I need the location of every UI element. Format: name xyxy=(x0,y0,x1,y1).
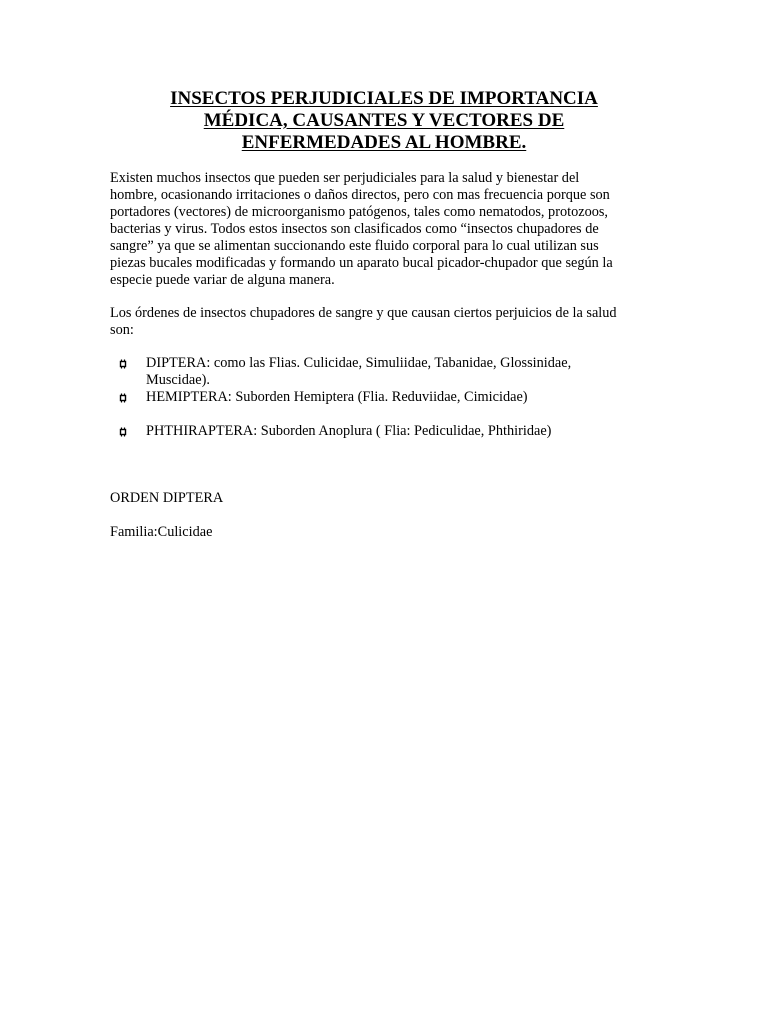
title-line: ENFERMEDADES AL HOMBRE. xyxy=(241,132,527,153)
title-line: INSECTOS PERJUDICIALES DE IMPORTANCIA xyxy=(170,88,598,109)
paragraph-line: especie puede variar de alguna manera. xyxy=(110,272,335,288)
family-line: Familia:Culicidae xyxy=(110,524,213,540)
order-heading: ORDEN DIPTERA xyxy=(110,490,224,506)
paragraph-line: piezas bucales modificadas y formando un aparato bucal picador-chupador que según la xyxy=(110,255,613,271)
title-line: MÉDICA, CAUSANTES Y VECTORES DE xyxy=(203,110,565,131)
bullet-line: HEMIPTERA: Suborden Hemiptera (Flia. Reduviidae, Cimicidae) xyxy=(146,389,528,405)
paragraph-line: Los órdenes de insectos chupadores de sangre y que causan ciertos perjuicios de la salud xyxy=(110,305,617,321)
paragraph-line: portadores (vectores) de microorganismo patógenos, tales como nematodos, protozoos, xyxy=(110,204,609,220)
bullet-text xyxy=(146,389,662,406)
square-bullet-icon xyxy=(116,423,130,440)
bullet-line: Muscidae). xyxy=(146,372,210,388)
paragraph-line: son: xyxy=(110,322,134,338)
document-title xyxy=(110,88,658,154)
square-bullet-icon xyxy=(116,389,130,406)
bullet-line: PHTHIRAPTERA: Suborden Anoplura ( Flia: Pediculidae, Phthiridae) xyxy=(146,423,552,439)
bullet-text xyxy=(146,423,662,440)
orders-paragraph xyxy=(110,305,662,339)
square-bullet-icon xyxy=(116,355,130,372)
bullet-text xyxy=(146,355,662,389)
intro-paragraph xyxy=(110,170,662,289)
paragraph-line: sangre” ya que se alimentan succionando este fluido corporal para lo cual utilizan sus xyxy=(110,238,599,254)
paragraph-line: bacterias y virus. Todos estos insectos son clasificados como “insectos chupadores de xyxy=(110,221,599,237)
paragraph-line: Existen muchos insectos que pueden ser perjudiciales para la salud y bienestar del xyxy=(110,170,580,186)
bullet-line: DIPTERA: como las Flias. Culicidae, Simuliidae, Tabanidae, Glossinidae, xyxy=(146,355,572,371)
paragraph-line: hombre, ocasionando irritaciones o daños directos, pero con mas frecuencia porque son xyxy=(110,187,610,203)
